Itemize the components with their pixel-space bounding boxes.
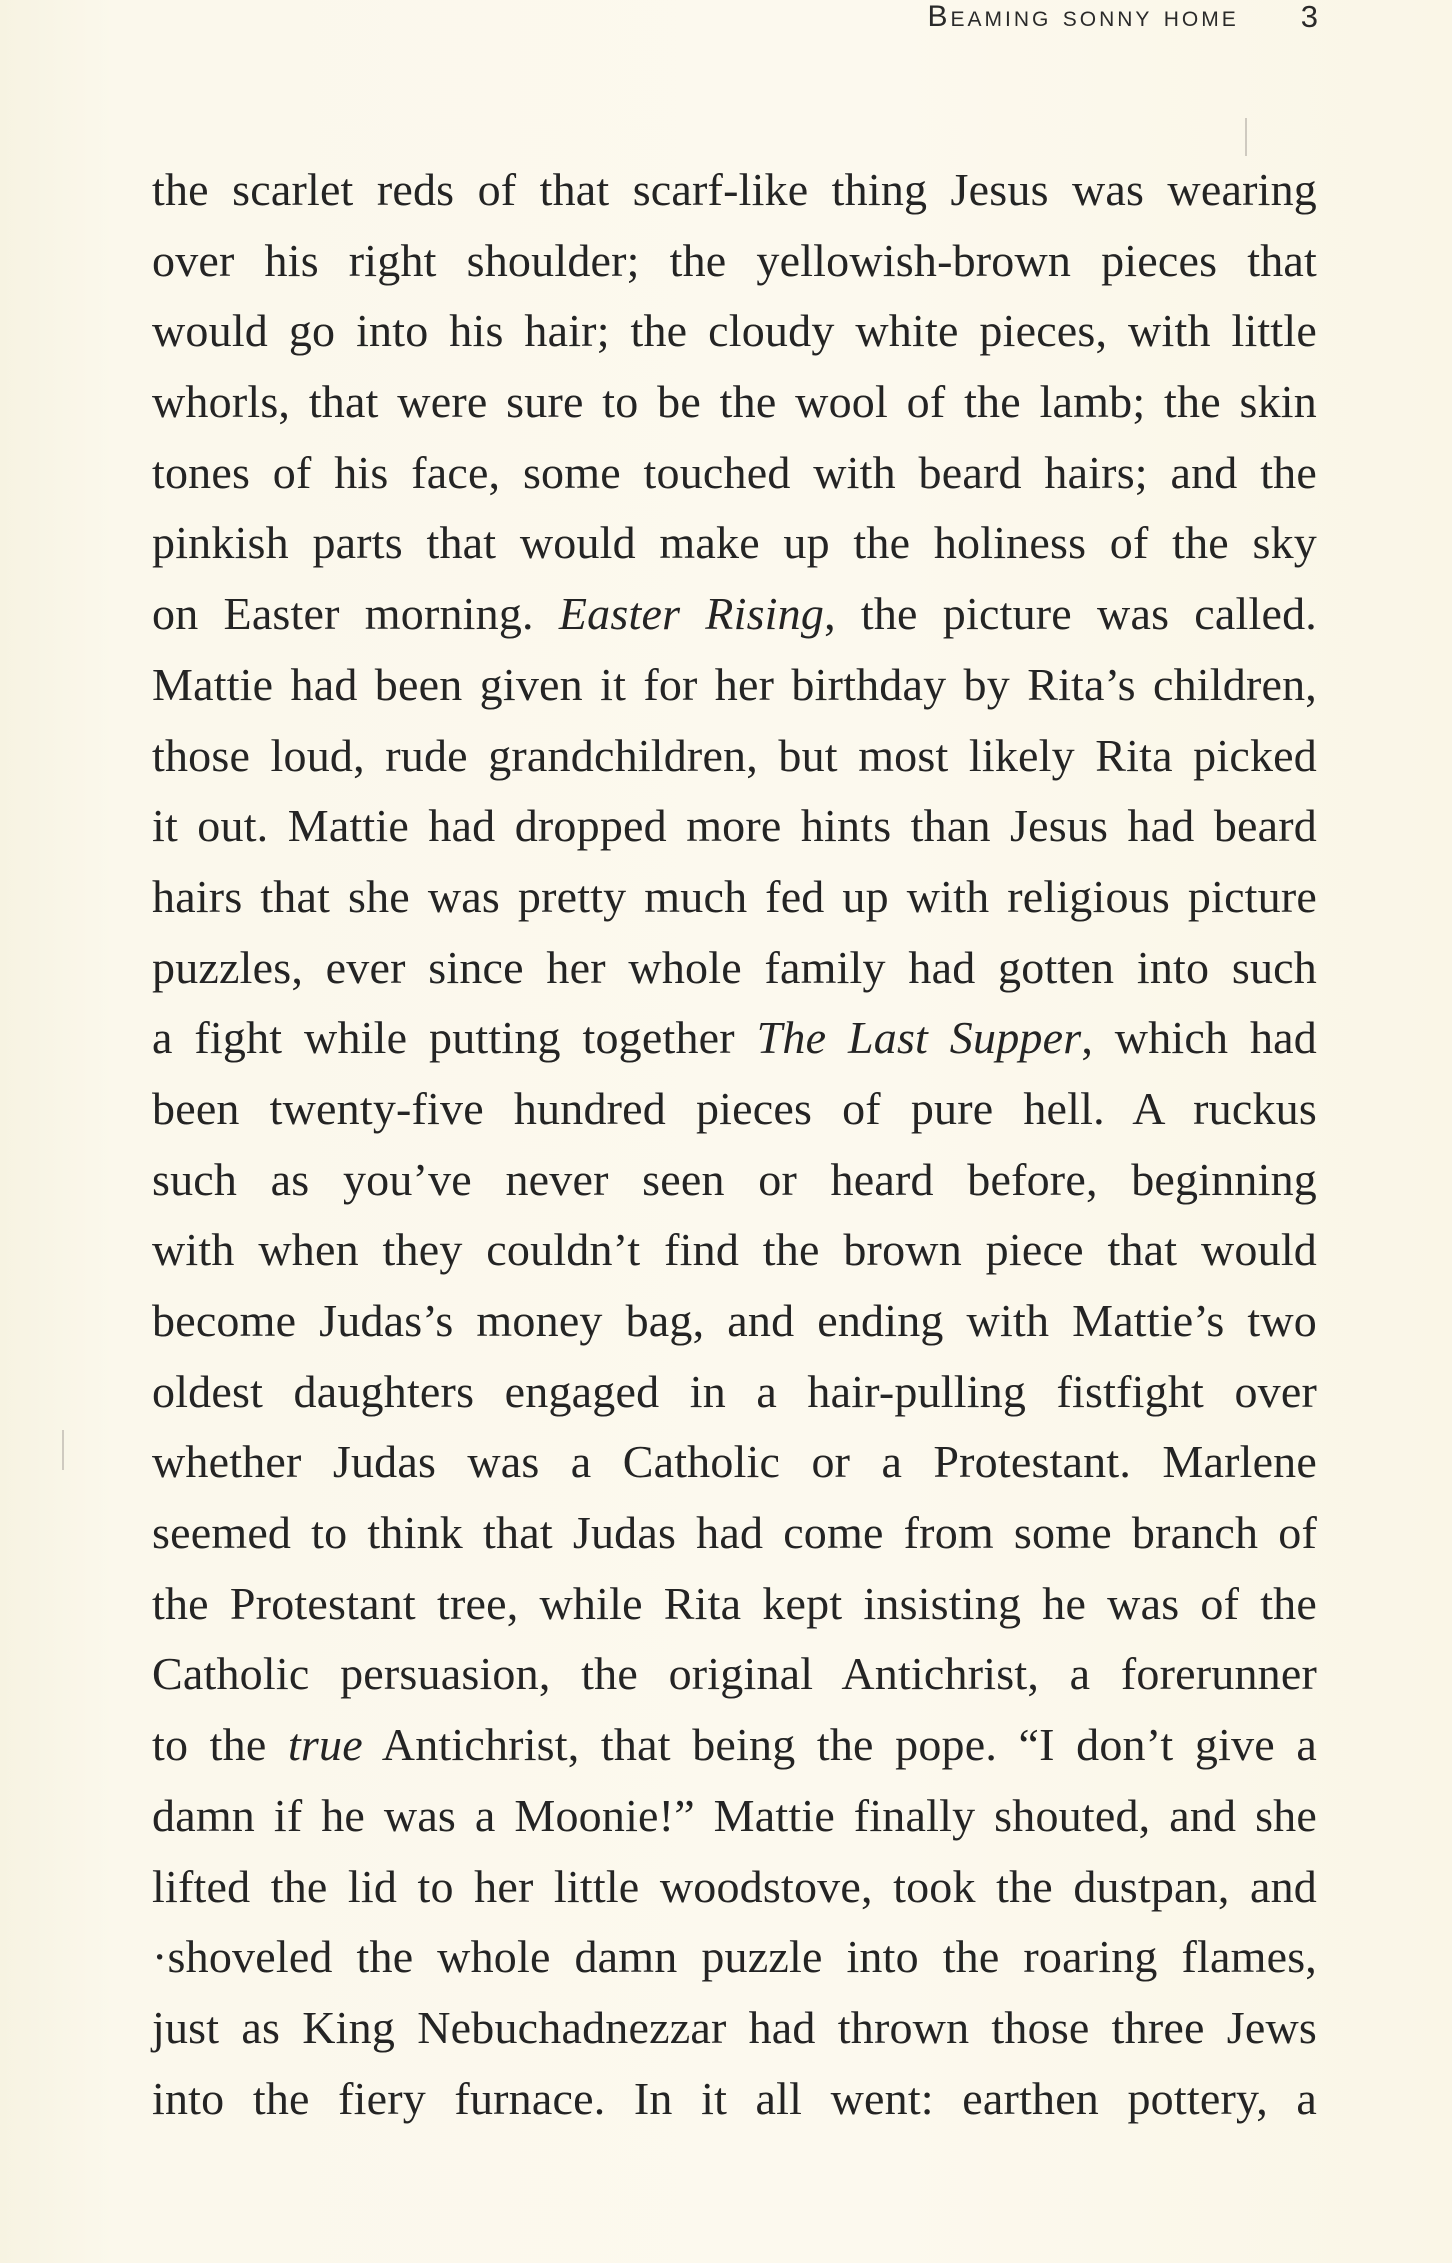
- italic-title: true: [287, 1719, 363, 1771]
- italic-title: Easter Rising: [558, 588, 825, 640]
- text-line: into the fiery furnace. In it all went: earthen pottery, a: [152, 2072, 1317, 2124]
- text-line: those loud, rude grandchildren, but most likely Rita picked: [152, 729, 1317, 781]
- text-line: damn if he was a Moonie!” Mattie finally shouted, and she: [152, 1789, 1317, 1841]
- italic-title: The Last Supper: [756, 1012, 1082, 1064]
- text-line: the scarlet reds of that scarf-like thing Jesus was wearing: [152, 164, 1317, 215]
- text-line: over his right shoulder; the yellowish-brown pieces that: [152, 234, 1317, 286]
- text-line: hairs that she was pretty much fed up with religious picture: [152, 870, 1317, 922]
- text-line: with when they couldn’t find the brown piece that would: [152, 1224, 1317, 1276]
- text-line: oldest daughters engaged in a hair-pulling fistfight over: [152, 1365, 1317, 1417]
- text-line: the Protestant tree, while Rita kept insisting he was of the: [152, 1577, 1317, 1629]
- text-line: lifted the lid to her little woodstove, took the dustpan, and: [152, 1860, 1317, 1912]
- text-line: whether Judas was a Catholic or a Protestant. Marlene: [152, 1436, 1317, 1488]
- text-line: it out. Mattie had dropped more hints than Jesus had beard: [152, 800, 1317, 852]
- page-number: 3: [1300, 0, 1318, 34]
- text-line: such as you’ve never seen or heard before, beginning: [152, 1153, 1317, 1205]
- text-line: whorls, that were sure to be the wool of the lamb; the skin: [152, 376, 1317, 428]
- text-line: Mattie had been given it for her birthday by Rita’s children,: [152, 658, 1317, 710]
- running-title: Beaming sonny home: [927, 0, 1239, 33]
- scan-mark: [1245, 118, 1247, 156]
- text-line: been twenty-five hundred pieces of pure hell. A ruckus: [152, 1082, 1317, 1134]
- running-head: [928, 0, 1318, 40]
- text-line: a fight while putting together The Last Supper, which had: [152, 1012, 1317, 1064]
- scan-mark: [62, 1430, 64, 1470]
- text-line: just as King Nebuchadnezzar had thrown those three Jews: [152, 2001, 1317, 2053]
- text-line: on Easter morning. Easter Rising, the picture was called.: [152, 588, 1317, 640]
- text-line: pinkish parts that would make up the holiness of the sky: [152, 517, 1317, 569]
- text-line: would go into his hair; the cloudy white pieces, with little: [152, 305, 1317, 357]
- text-line: to the true Antichrist, that being the pope. “I don’t give a: [152, 1719, 1317, 1771]
- text-line: ·shoveled the whole damn puzzle into the roaring flames,: [152, 1931, 1317, 1983]
- text-line: puzzles, ever since her whole family had gotten into such: [152, 941, 1317, 993]
- text-line: Catholic persuasion, the original Antichrist, a forerunner: [152, 1648, 1317, 1700]
- body-text: [152, 155, 1317, 2134]
- text-line: seemed to think that Judas had come from some branch of: [152, 1507, 1317, 1559]
- text-line: tones of his face, some touched with beard hairs; and the: [152, 446, 1317, 498]
- text-line: become Judas’s money bag, and ending with Mattie’s two: [152, 1295, 1317, 1346]
